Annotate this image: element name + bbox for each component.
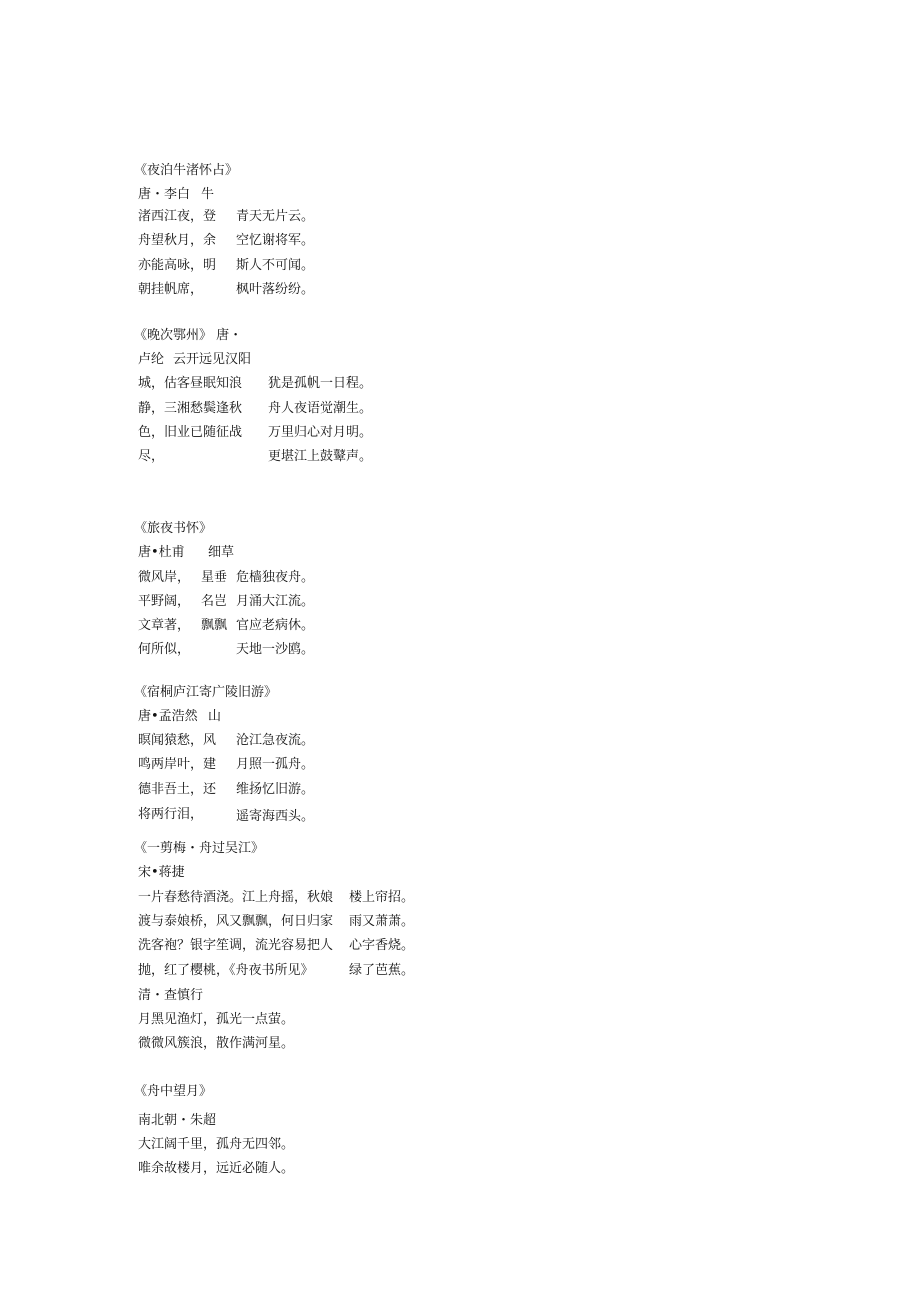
poem3-line: 细草 xyxy=(208,545,235,560)
poem3-line: 何所似， xyxy=(138,642,191,657)
poem6-line: 月黑见渔灯，孤光一点萤。 xyxy=(138,1012,295,1027)
poem2-line: 舟人夜语觉潮生。 xyxy=(268,401,373,416)
poem7-line: 大江阔千里，孤舟无四邻。 xyxy=(138,1137,295,1152)
poem4-line: 山 xyxy=(208,709,222,724)
poem1-title: 《夜泊牛渚怀占》 xyxy=(134,163,239,178)
poem1-line: 斯人不可闻。 xyxy=(236,258,315,273)
poem5-line: 洗客袍？银字笙调，流光容易把人 xyxy=(138,938,334,953)
poem2-line: 万里归心对月明。 xyxy=(268,425,373,440)
poem2-line: 更堪江上鼓鼙声。 xyxy=(268,449,373,464)
poem7-byline: 南北朝・朱超 xyxy=(138,1113,217,1128)
poem2-title: 《晚次鄂州》 唐・ xyxy=(134,328,243,343)
poem6-line: 微微风簇浪，散作满河星。 xyxy=(138,1036,295,1051)
poem3-line: 天地一沙鸥。 xyxy=(236,642,315,657)
poem3-line: 星垂 xyxy=(201,570,228,585)
poem4-title: 《宿桐庐江寄广陵旧游》 xyxy=(134,685,278,700)
poem3-line: 危樯独夜舟。 xyxy=(236,570,315,585)
poem4-line: 将两行泪， xyxy=(138,807,204,822)
poem2-line: 犹是孤帆一日程。 xyxy=(268,376,373,391)
poem5-line: 一片春愁待酒浇。江上舟摇，秋娘 xyxy=(138,890,334,905)
poem2-line: 尽， xyxy=(138,449,165,464)
poem3-line: 飘飘 xyxy=(201,618,228,633)
poem2-byline: 卢纶 xyxy=(138,352,165,367)
poem4-line: 月照一孤舟。 xyxy=(236,757,315,772)
poem4-line: 沧江急夜流。 xyxy=(236,733,315,748)
poem5-byline: 宋•蒋捷 xyxy=(138,865,185,880)
poem4-line: 暝闻猿愁，风 xyxy=(138,733,217,748)
poem3-line: 名岂 xyxy=(201,594,228,609)
poem2-line: 城，估客昼眠知浪 xyxy=(138,376,243,391)
poem5-line: 心字香烧。 xyxy=(349,938,415,953)
poem1-line: 青天无片云。 xyxy=(236,209,315,224)
poem3-line: 文章著， xyxy=(138,618,191,633)
poem1-line: 枫叶落纷纷。 xyxy=(236,282,315,297)
poem1-line: 朝挂帆席， xyxy=(138,282,204,297)
poem2-line: 色，旧业已随征战 xyxy=(138,425,243,440)
poem4-line: 德非吾土，还 xyxy=(138,782,217,797)
poem4-byline: 唐•孟浩然 xyxy=(138,709,198,724)
poem4-line: 鸣两岸叶，建 xyxy=(138,757,217,772)
poem6-byline: 清・查慎行 xyxy=(138,988,204,1003)
poem1-line: 舟望秋月，余 xyxy=(138,233,217,248)
poem4-line: 维扬忆旧游。 xyxy=(236,782,315,797)
poem4-line: 遥寄海西头。 xyxy=(236,809,315,824)
poem5-line: 雨又萧萧。 xyxy=(349,914,415,929)
poem7-title: 《舟中望月》 xyxy=(134,1084,213,1099)
poem1-line: 渚西江夜，登 xyxy=(138,209,217,224)
poem3-line: 月涌大江流。 xyxy=(236,594,315,609)
poem1-line: 亦能高咏，明 xyxy=(138,258,217,273)
poem1-byline: 唐・李白 xyxy=(138,187,191,202)
poem3-line: 平野阔， xyxy=(138,594,191,609)
poem1-line: 牛 xyxy=(201,187,215,202)
poem7-line: 唯余故楼月，远近必随人。 xyxy=(138,1161,295,1176)
poem5-line: 抛，红了樱桃，《舟夜书所见》 xyxy=(138,963,314,978)
poem3-title: 《旅夜书怀》 xyxy=(134,521,213,536)
poem1-line: 空忆谢将军。 xyxy=(236,233,315,248)
poem3-line: 微风岸， xyxy=(138,570,191,585)
poem5-line: 渡与泰娘桥，风又飘飘，何日归家 xyxy=(138,914,334,929)
poem3-line: 官应老病休。 xyxy=(236,618,315,633)
poem2-line: 静，三湘愁鬓逢秋 xyxy=(138,401,243,416)
poem3-byline: 唐•杜甫 xyxy=(138,545,185,560)
poem5-line: 楼上帘招。 xyxy=(349,890,415,905)
poem5-line: 绿了芭蕉。 xyxy=(349,963,415,978)
poem5-title: 《一剪梅・舟过吴江》 xyxy=(134,841,265,856)
poem2-line: 云开远见汉阳 xyxy=(173,352,252,367)
